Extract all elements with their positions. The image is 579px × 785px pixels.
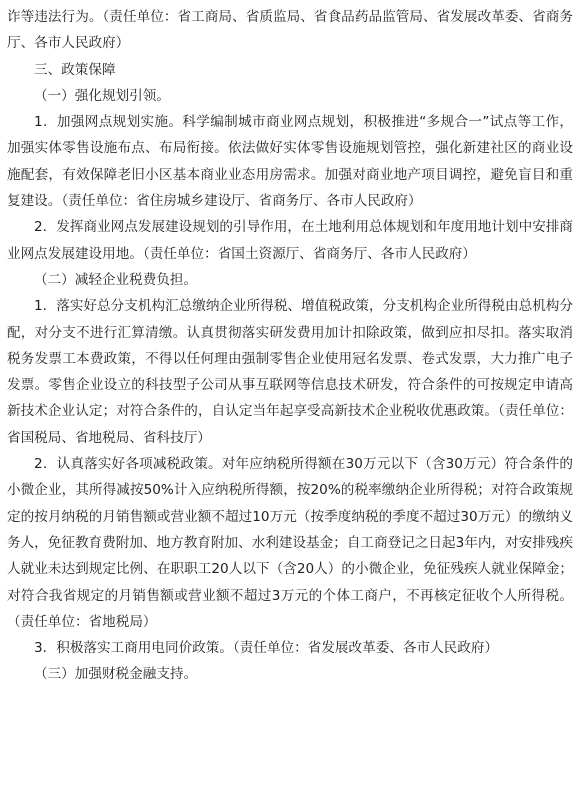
paragraph-continuation: 诈等违法行为。（责任单位：省工商局、省质监局、省食品药品监管局、省发展改革委、省商务厅、各市人民政府） — [7, 9, 573, 52]
paragraph-tax-reduction: 2．认真落实好各项减税政策。对年应纳税所得额在30万元以下（含30万元）符合条件的小微企业，其所得减按50%计入应纳税所得额，按20%的税率缴纳企业所得税；对符合政策规定的按月纳税的月销售额或营业额不超过10万元（按季度纳税的季度不超过30万元）的缴纳义务人，免征教育费附加、地方教育附加、水利建设基金；自工商登记之日起3年内，对安排残疾人就业未达到规定比例、在职职工20人以下（含20人）的小微企业，免征残疾人就业保障金；对符合我省规定的月销售额或营业额不超过3万元的个体工商户，不再核定征收个人所得税。（责任单位：省地税局） — [7, 456, 573, 630]
paragraph-electricity-price: 3．积极落实工商用电同价政策。（责任单位：省发展改革委、各市人民政府） — [34, 640, 499, 657]
subsection-heading-finance-support: （三）加强财税金融支持。 — [34, 666, 198, 683]
paragraph-tax-consolidation: 1．落实好总分支机构汇总缴纳企业所得税、增值税政策，分支机构企业所得税由总机构分配，对分支不进行汇算清缴。认真贯彻落实研发费用加计扣除政策，做到应扣尽扣。落实取消税务发票工本费政策，不得以任何理由强制零售企业使用冠名发票、卷式发票，大力推广电子发票。零售企业设立的科技型子公司从事互联网等信息技术研发，符合条件的可按规定申请高新技术企业认定；对符合条件的，自认定当年起享受高新技术企业税收优惠政策。（责任单位：省国税局、省地税局、省科技厅） — [7, 298, 573, 446]
subsection-heading-tax-relief: （二）减轻企业税费负担。 — [34, 271, 198, 288]
paragraph-planning-guidance: 2．发挥商业网点发展建设规划的引导作用，在土地利用总体规划和年度用地计划中安排商业网点发展建设用地。（责任单位：省国土资源厅、省商务厅、各市人民政府） — [7, 219, 573, 262]
section-heading-policy-guarantee: 三、政策保障 — [34, 61, 116, 78]
document-body — [7, 4, 573, 688]
paragraph-network-planning: 1．加强网点规划实施。科学编制城市商业网点规划，积极推进“多规合一”试点等工作，加强实体零售设施布点、布局衔接。依法做好实体零售设施规划管控，强化新建社区的商业设施配套，有效保障老旧小区基本商业业态用房需求。加强对商业地产项目调控，避免盲目和重复建设。（责任单位：省住房城乡建设厅、省商务厅、各市人民政府） — [7, 114, 573, 210]
subsection-heading-planning: （一）强化规划引领。 — [34, 87, 170, 104]
